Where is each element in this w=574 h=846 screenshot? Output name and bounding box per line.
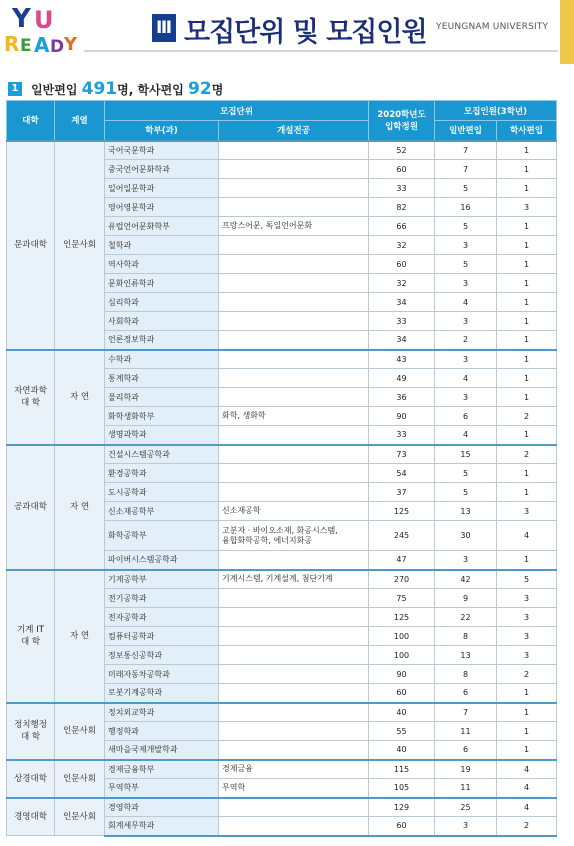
general-count-cell: 25 [435,798,497,817]
bachelor-count-cell: 1 [497,312,557,331]
bachelor-count-cell: 3 [497,627,557,646]
college-cell: 정치행정 대 학 [7,703,55,760]
dept-cell: 환경공학과 [105,464,219,483]
major-cell [219,722,369,741]
table-row [7,760,557,779]
quota-cell: 34 [369,331,435,350]
bachelor-count-cell: 1 [497,236,557,255]
general-count-cell: 5 [435,483,497,502]
major-cell [219,817,369,836]
quota-cell: 40 [369,703,435,722]
header-bachelor: 학사편입 [497,121,557,141]
quota-cell: 66 [369,217,435,236]
quota-cell: 36 [369,388,435,407]
quota-cell: 100 [369,646,435,665]
general-count-cell: 3 [435,817,497,836]
field-cell: 인문사회 [55,703,105,760]
general-count-cell: 9 [435,589,497,608]
college-cell: 경영대학 [7,798,55,836]
bachelor-count-cell: 4 [497,521,557,551]
header-field: 계열 [55,101,105,141]
general-count-cell: 2 [435,331,497,350]
bachelor-count-cell: 4 [497,760,557,779]
quota-cell: 49 [369,369,435,388]
dept-cell: 전자공학과 [105,608,219,627]
logo-letter: E [20,36,32,56]
header-quota [369,101,435,141]
bachelor-count-cell: 3 [497,198,557,217]
quota-cell: 73 [369,445,435,464]
logo-letter: D [50,37,65,57]
section-summary [31,78,224,99]
quota-cell: 34 [369,293,435,312]
bachelor-total: 92 [188,78,212,99]
major-cell [219,293,369,312]
general-count-cell: 8 [435,627,497,646]
quota-cell: 90 [369,665,435,684]
general-count-cell: 4 [435,426,497,445]
major-cell [219,426,369,445]
dept-cell: 정보통신공학과 [105,646,219,665]
dept-cell: 행정학과 [105,722,219,741]
bachelor-count-cell: 1 [497,464,557,483]
major-cell [219,350,369,369]
bachelor-count-cell: 1 [497,483,557,502]
general-count-cell: 11 [435,779,497,798]
dept-cell: 경제금융학부 [105,760,219,779]
general-count-cell: 15 [435,445,497,464]
quota-cell: 33 [369,426,435,445]
header-major: 개설전공 [219,121,369,141]
major-cell [219,312,369,331]
quota-cell: 100 [369,627,435,646]
dept-cell: 통계학과 [105,369,219,388]
quota-cell: 90 [369,407,435,426]
general-count-cell: 5 [435,255,497,274]
logo-letter: A [34,33,50,57]
page-title: 모집단위 및 모집인원 [184,17,427,48]
bachelor-count-cell: 1 [497,160,557,179]
dept-cell: 유럽언어문화학부 [105,217,219,236]
major-cell [219,798,369,817]
quota-cell: 60 [369,684,435,703]
major-cell: 프랑스어문, 독일언어문화 [219,217,369,236]
dept-cell: 전기공학과 [105,589,219,608]
bachelor-count-cell: 2 [497,445,557,464]
dept-cell: 수학과 [105,350,219,369]
quota-cell: 60 [369,817,435,836]
dept-cell: 역사학과 [105,255,219,274]
general-count-cell: 22 [435,608,497,627]
quota-cell: 54 [369,464,435,483]
major-cell [219,627,369,646]
quota-cell: 33 [369,179,435,198]
table-row [7,141,557,160]
corner-accent [560,0,574,64]
table-row [7,445,557,464]
general-count-cell: 4 [435,293,497,312]
major-cell [219,179,369,198]
logo-letter: R [4,32,20,56]
major-cell: 무역학 [219,779,369,798]
quota-cell: 82 [369,198,435,217]
dept-cell: 국어국문학과 [105,141,219,160]
recruitment-table [6,100,557,837]
bachelor-count-cell: 3 [497,608,557,627]
bachelor-count-cell: 2 [497,407,557,426]
section-middle: 명, 학사편입 [117,82,189,97]
general-count-cell: 13 [435,502,497,521]
major-cell [219,141,369,160]
general-count-cell: 30 [435,521,497,551]
header-college: 대학 [7,101,55,141]
university-name: YEUNGNAM UNIVERSITY [436,22,549,32]
logo-letter: Y [12,4,31,34]
dept-cell: 생명과학과 [105,426,219,445]
bachelor-count-cell: 4 [497,798,557,817]
bachelor-count-cell: 1 [497,741,557,760]
bachelor-count-cell: 4 [497,779,557,798]
dept-cell: 건설시스템공학과 [105,445,219,464]
dept-cell: 철학과 [105,236,219,255]
general-count-cell: 4 [435,369,497,388]
major-cell [219,255,369,274]
header-dept: 학부(과) [105,121,219,141]
general-count-cell: 7 [435,703,497,722]
bachelor-count-cell: 1 [497,274,557,293]
general-count-cell: 42 [435,570,497,589]
bachelor-count-cell: 3 [497,589,557,608]
general-count-cell: 3 [435,551,497,570]
section-number: 1 [8,82,22,96]
dept-cell: 화학생화학부 [105,407,219,426]
bachelor-count-cell: 1 [497,350,557,369]
general-count-cell: 7 [435,141,497,160]
college-cell: 문과대학 [7,141,55,350]
major-cell [219,665,369,684]
major-cell: 고분자 · 바이오소재, 화공시스템, 융합화학공학, 에너지화공 [219,521,369,551]
quota-cell: 60 [369,160,435,179]
chapter-numeral: Ⅲ [152,14,176,42]
general-count-cell: 5 [435,464,497,483]
general-count-cell: 13 [435,646,497,665]
dept-cell: 심리학과 [105,293,219,312]
bachelor-count-cell: 1 [497,722,557,741]
header-recruit: 모집인원(3학년) [435,101,557,121]
general-count-cell: 3 [435,388,497,407]
major-cell: 화학, 생화학 [219,407,369,426]
yu-ready-logo [2,2,78,60]
major-cell [219,608,369,627]
general-count-cell: 3 [435,350,497,369]
quota-cell: 125 [369,502,435,521]
major-cell [219,464,369,483]
college-cell: 기계 IT 대 학 [7,570,55,703]
section-prefix: 일반편입 [31,82,82,97]
major-cell [219,236,369,255]
dept-cell: 파이버시스템공학과 [105,551,219,570]
quota-cell: 40 [369,741,435,760]
bachelor-count-cell: 3 [497,646,557,665]
dept-cell: 사회학과 [105,312,219,331]
quota-cell: 32 [369,274,435,293]
dept-cell: 컴퓨터공학과 [105,627,219,646]
dept-cell: 미래자동차공학과 [105,665,219,684]
bachelor-count-cell: 1 [497,426,557,445]
dept-cell: 회계세무학과 [105,817,219,836]
major-cell [219,369,369,388]
bachelor-count-cell: 1 [497,369,557,388]
header-divider [84,50,558,52]
major-cell [219,388,369,407]
quota-cell: 129 [369,798,435,817]
dept-cell: 신소재공학부 [105,502,219,521]
bachelor-count-cell: 1 [497,703,557,722]
dept-cell: 영어영문학과 [105,198,219,217]
general-count-cell: 7 [435,160,497,179]
bachelor-count-cell: 1 [497,141,557,160]
header-unit: 모집단위 [105,101,369,121]
quota-cell: 115 [369,760,435,779]
page-header [0,0,574,66]
major-cell [219,741,369,760]
logo-letter: U [34,6,54,34]
major-cell: 신소재공학 [219,502,369,521]
general-total: 491 [81,78,118,99]
field-cell: 자 연 [55,350,105,445]
table-body [7,141,557,836]
quota-cell: 43 [369,350,435,369]
general-count-cell: 3 [435,236,497,255]
general-count-cell: 5 [435,179,497,198]
quota-cell: 125 [369,608,435,627]
header-quota-line1: 2020학년도 [377,110,426,121]
major-cell [219,160,369,179]
major-cell [219,198,369,217]
dept-cell: 도시공학과 [105,483,219,502]
major-cell: 기계시스템, 기계설계, 첨단기계 [219,570,369,589]
section-suffix: 명 [211,82,224,97]
college-cell: 자연과학 대 학 [7,350,55,445]
quota-cell: 32 [369,236,435,255]
header-quota-line2: 입학정원 [385,122,418,133]
table-row [7,350,557,369]
dept-cell: 화학공학부 [105,521,219,551]
major-cell [219,589,369,608]
major-cell [219,646,369,665]
major-cell [219,331,369,350]
general-count-cell: 6 [435,741,497,760]
general-count-cell: 6 [435,684,497,703]
bachelor-count-cell: 1 [497,179,557,198]
bachelor-count-cell: 2 [497,665,557,684]
logo-letter: Y [64,34,78,55]
quota-cell: 33 [369,312,435,331]
major-cell [219,684,369,703]
dept-cell: 중국언어문화학과 [105,160,219,179]
table-row [7,703,557,722]
quota-cell: 105 [369,779,435,798]
quota-cell: 245 [369,521,435,551]
dept-cell: 일어일문학과 [105,179,219,198]
quota-cell: 37 [369,483,435,502]
college-cell: 공과대학 [7,445,55,570]
college-cell: 상경대학 [7,760,55,798]
field-cell: 인문사회 [55,760,105,798]
general-count-cell: 16 [435,198,497,217]
field-cell: 자 연 [55,570,105,703]
field-cell: 자 연 [55,445,105,570]
bachelor-count-cell: 2 [497,817,557,836]
bachelor-count-cell: 5 [497,570,557,589]
field-cell: 인문사회 [55,798,105,836]
bachelor-count-cell: 1 [497,551,557,570]
dept-cell: 새마을국제개발학과 [105,741,219,760]
section-heading [8,78,223,98]
general-count-cell: 3 [435,274,497,293]
major-cell [219,703,369,722]
bachelor-count-cell: 3 [497,502,557,521]
bachelor-count-cell: 1 [497,217,557,236]
dept-cell: 물리학과 [105,388,219,407]
bachelor-count-cell: 1 [497,331,557,350]
general-count-cell: 19 [435,760,497,779]
quota-cell: 52 [369,141,435,160]
field-cell: 인문사회 [55,141,105,350]
quota-cell: 75 [369,589,435,608]
quota-cell: 55 [369,722,435,741]
general-count-cell: 5 [435,217,497,236]
quota-cell: 60 [369,255,435,274]
dept-cell: 언론정보학과 [105,331,219,350]
dept-cell: 로봇기계공학과 [105,684,219,703]
major-cell [219,274,369,293]
major-cell [219,551,369,570]
dept-cell: 기계공학부 [105,570,219,589]
general-count-cell: 8 [435,665,497,684]
dept-cell: 문화인류학과 [105,274,219,293]
general-count-cell: 11 [435,722,497,741]
table-row [7,570,557,589]
dept-cell: 정치외교학과 [105,703,219,722]
major-cell [219,483,369,502]
major-cell [219,445,369,464]
bachelor-count-cell: 1 [497,255,557,274]
bachelor-count-cell: 1 [497,293,557,312]
quota-cell: 270 [369,570,435,589]
table-row [7,798,557,817]
general-count-cell: 3 [435,312,497,331]
bachelor-count-cell: 1 [497,684,557,703]
dept-cell: 경영학과 [105,798,219,817]
quota-cell: 47 [369,551,435,570]
major-cell: 경제금융 [219,760,369,779]
header-general: 일반편입 [435,121,497,141]
dept-cell: 무역학부 [105,779,219,798]
general-count-cell: 6 [435,407,497,426]
bachelor-count-cell: 1 [497,388,557,407]
